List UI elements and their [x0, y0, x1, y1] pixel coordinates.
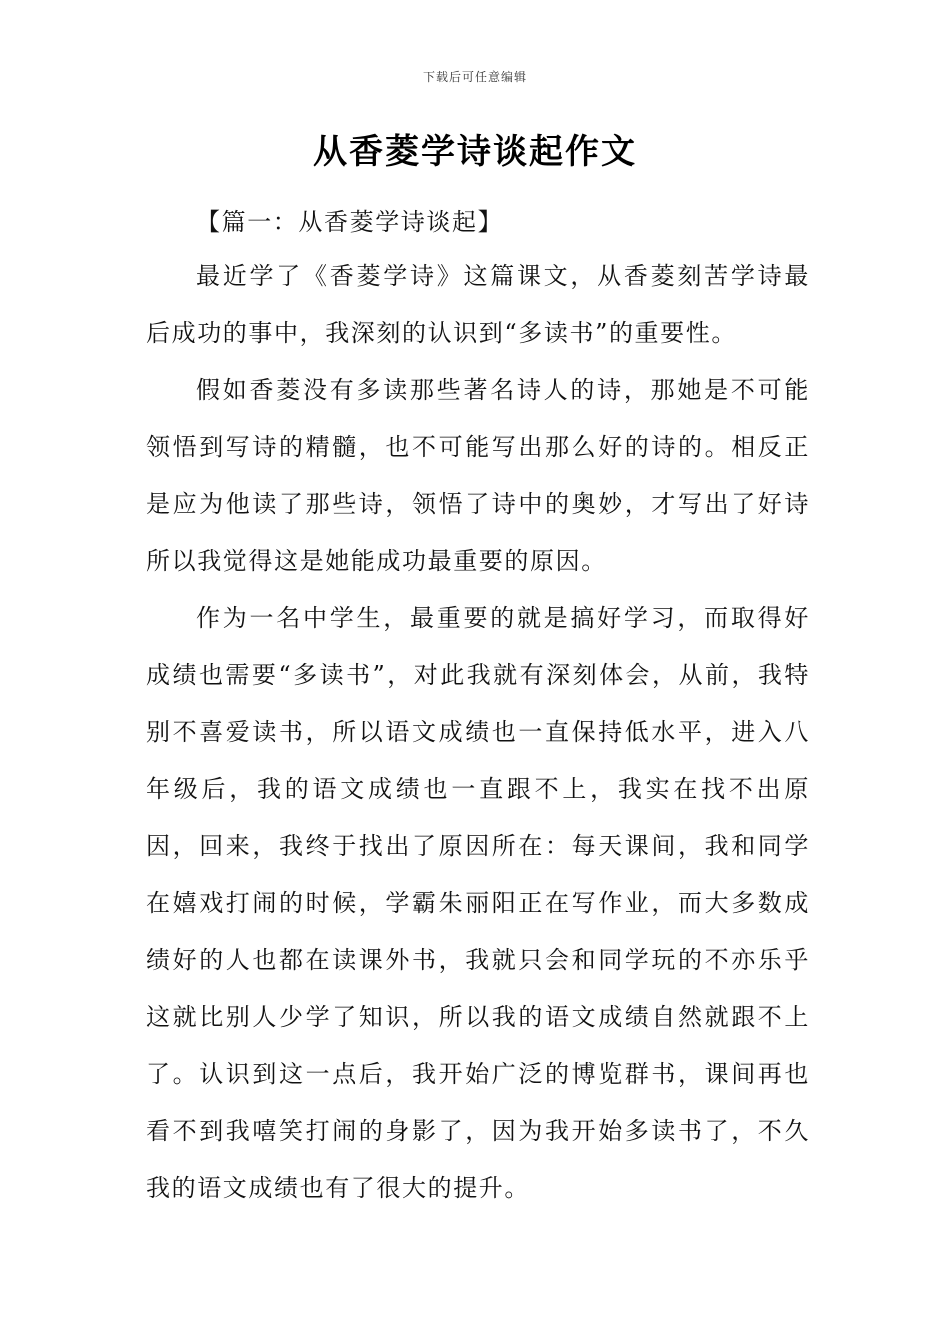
header-note: 下载后可任意编辑 — [422, 70, 527, 84]
paragraph-2: 假如香菱没有多读那些著名诗人的诗，那她是不可能领悟到写诗的精髓，也不可能写出那么好的诗的。相反正是应为他读了那些诗，领悟了诗中的奥妙，才写出了好诗所以我觉得这是她能成功最重要的原因。 — [146, 376, 810, 575]
section-heading: 【篇一：从香菱学诗谈起】 — [196, 208, 504, 236]
document-title: 从香菱学诗谈起作文 — [313, 132, 637, 172]
paragraph-1: 最近学了《香菱学诗》这篇课文，从香菱刻苦学诗最后成功的事中，我深刻的认识到“多读书”的重要性。 — [146, 262, 810, 347]
paragraph-3: 作为一名中学生，最重要的就是搞好学习，而取得好成绩也需要“多读书”，对此我就有深刻体会，从前，我特别不喜爱读书，所以语文成绩也一直保持低水平，进入八年级后，我的语文成绩也一直跟不上，我实在找不出原因，回来，我终于找出了原因所在：每天课间，我和同学在嬉戏打闹的时候，学霸朱丽阳正在写作业，而大多数成绩好的人也都在读课外书，我就只会和同学玩的不亦乐乎这就比别人少学了知识，所以我的语文成绩自然就跟不上了。认识到这一点后，我开始广泛的博览群书，课间再也看不到我嘻笑打闹的身影了，因为我开始多读书了，不久我的语文成绩也有了很大的提升。 — [146, 604, 810, 1202]
document-body — [146, 196, 810, 1217]
